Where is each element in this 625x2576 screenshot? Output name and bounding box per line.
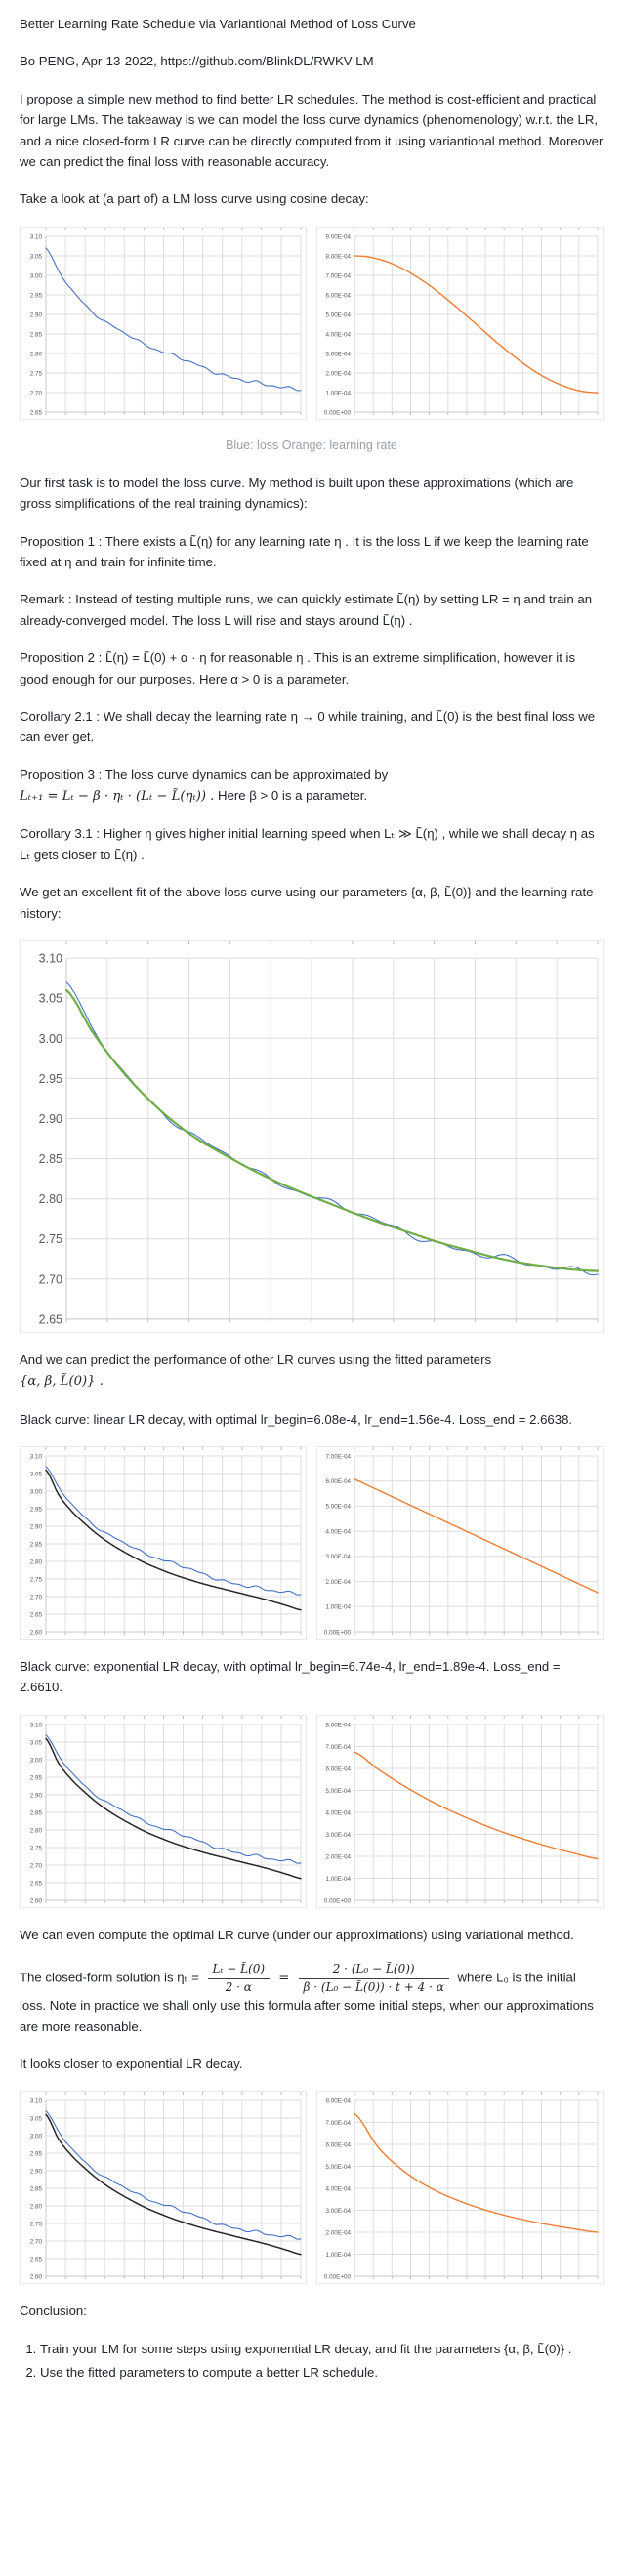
- svg-text:3.05: 3.05: [29, 2115, 42, 2123]
- svg-text:2.70: 2.70: [29, 1862, 42, 1870]
- svg-text:2.80: 2.80: [29, 1827, 42, 1835]
- paragraph-predict: [20, 1350, 604, 1392]
- svg-text:8.00E-04: 8.00E-04: [325, 252, 351, 260]
- svg-text:2.85: 2.85: [29, 330, 42, 338]
- svg-text:2.75: 2.75: [29, 1845, 42, 1852]
- svg-text:4.00E-04: 4.00E-04: [325, 1809, 351, 1817]
- paragraph-proposition-1: Proposition 1 : There exists a L̃(η) for any learning rate η . It is the loss L if we keep the learning rate fixed at η and train for infinite time.: [20, 533, 589, 569]
- svg-text:7.00E-04: 7.00E-04: [325, 1453, 351, 1461]
- svg-text:4.00E-04: 4.00E-04: [325, 330, 351, 338]
- svg-text:3.05: 3.05: [38, 991, 62, 1006]
- paragraph-exp-result: Black curve: exponential LR decay, with optimal lr_begin=6.74e-4, lr_end=1.89e-4. Loss_end = 2.6610.: [20, 1659, 561, 1695]
- svg-text:4.00E-04: 4.00E-04: [325, 1528, 351, 1536]
- chart-lr-optimal-decay: [316, 2091, 604, 2284]
- svg-text:2.60: 2.60: [29, 1897, 42, 1905]
- svg-text:2.60: 2.60: [29, 2273, 42, 2281]
- svg-text:2.90: 2.90: [38, 1111, 62, 1126]
- svg-text:5.00E-04: 5.00E-04: [325, 311, 351, 318]
- svg-text:8.00E-04: 8.00E-04: [325, 2098, 351, 2105]
- svg-text:3.10: 3.10: [29, 1453, 42, 1461]
- svg-text:2.75: 2.75: [29, 1576, 42, 1584]
- paragraph-variational: We can even compute the optimal LR curve (under our approximations) using variational method.: [20, 1927, 574, 1942]
- svg-text:2.65: 2.65: [38, 1312, 62, 1327]
- svg-text:2.00E-04: 2.00E-04: [325, 369, 351, 377]
- svg-text:2.95: 2.95: [29, 291, 42, 299]
- svg-text:2.75: 2.75: [29, 369, 42, 377]
- svg-text:8.00E-04: 8.00E-04: [325, 1722, 351, 1729]
- svg-text:7.00E-04: 7.00E-04: [325, 271, 351, 279]
- closed-form-note: where L₀ is the initial loss. Note in practice we shall only use this formula after some initial steps, when our approximations are more reasonable.: [20, 1970, 594, 2034]
- svg-text:2.85: 2.85: [29, 1541, 42, 1549]
- paragraph-fit: We get an excellent fit of the above loss curve using our parameters {α, β, L̃(0)} and the learning rate history:: [20, 885, 594, 921]
- svg-text:3.00: 3.00: [38, 1031, 62, 1046]
- svg-text:2.95: 2.95: [29, 2150, 42, 2158]
- figure-optimal-decay: [20, 2091, 604, 2284]
- paragraph-closed-form: [20, 1962, 604, 2037]
- svg-text:3.00E-04: 3.00E-04: [325, 1831, 351, 1839]
- svg-text:3.10: 3.10: [29, 1722, 42, 1729]
- svg-text:2.80: 2.80: [29, 1558, 42, 1566]
- svg-text:2.75: 2.75: [38, 1232, 62, 1247]
- svg-text:6.00E-04: 6.00E-04: [325, 1766, 351, 1773]
- conclusion-item-1: 1. Train your LM for some steps using exponential LR decay, and fit the parameters {α, β, L̃(0)} .: [40, 2339, 604, 2359]
- svg-text:4.00E-04: 4.00E-04: [325, 2185, 351, 2193]
- svg-text:0.00E+00: 0.00E+00: [323, 1629, 351, 1637]
- paragraph-first-task: Our first task is to model the loss curve. My method is built upon these approximations (which are gross simplifications of the real training dynamics):: [20, 475, 574, 512]
- chart-loss-cosine-decay: [20, 227, 307, 420]
- svg-text:3.00: 3.00: [29, 2133, 42, 2140]
- figure-exp-decay: [20, 1715, 604, 1908]
- svg-text:0.00E+00: 0.00E+00: [323, 2273, 351, 2281]
- svg-text:5.00E-04: 5.00E-04: [325, 1503, 351, 1511]
- paragraph-remark: Remark : Instead of testing multiple runs, we can quickly estimate L̃(η) by setting LR = η and train an already-converged model. The loss L will rise and stays around L̃(η) .: [20, 592, 593, 628]
- svg-text:3.00E-04: 3.00E-04: [325, 1554, 351, 1561]
- svg-text:3.05: 3.05: [29, 252, 42, 260]
- chart-lr-exp-decay: [316, 1715, 604, 1908]
- svg-text:3.00: 3.00: [29, 271, 42, 279]
- chart-loss-optimal-decay: [20, 2091, 307, 2284]
- page-title: Better Learning Rate Schedule via Variantional Method of Loss Curve: [20, 17, 416, 31]
- svg-text:3.05: 3.05: [29, 1739, 42, 1747]
- svg-text:3.10: 3.10: [38, 951, 62, 966]
- closed-form-equals: =: [274, 1971, 294, 1986]
- paragraph-take-look: Take a look at (a part of) a LM loss curve using cosine decay:: [20, 191, 369, 207]
- paragraph-closer: It looks closer to exponential LR decay.: [20, 2057, 243, 2072]
- byline: Bo PENG, Apr-13-2022, https://github.com/BlinkDL/RWKV-LM: [20, 54, 374, 69]
- svg-text:2.00E-04: 2.00E-04: [325, 1578, 351, 1586]
- svg-text:2.90: 2.90: [29, 1792, 42, 1800]
- svg-text:5.00E-04: 5.00E-04: [325, 2164, 351, 2172]
- chart-lr-cosine-decay: [316, 227, 604, 420]
- svg-text:3.05: 3.05: [29, 1471, 42, 1478]
- svg-text:9.00E-04: 9.00E-04: [325, 232, 351, 240]
- paragraph-proposition-2: Proposition 2 : L̃(η) = L̃(0) + α · η for reasonable η . This is an extreme simplification, however it is good enough for our purposes. Here α > 0 is a parameter.: [20, 650, 576, 686]
- svg-text:2.95: 2.95: [38, 1071, 62, 1086]
- figure-linear-decay: [20, 1446, 604, 1640]
- svg-text:2.65: 2.65: [29, 2256, 42, 2264]
- svg-text:2.80: 2.80: [29, 2203, 42, 2211]
- svg-text:3.00: 3.00: [29, 1488, 42, 1496]
- paragraph-linear-result: Black curve: linear LR decay, with optimal lr_begin=6.08e-4, lr_end=1.56e-4. Loss_end = 2.6638.: [20, 1411, 573, 1427]
- svg-text:2.85: 2.85: [29, 2185, 42, 2193]
- paragraph-corollary-3-1: Corollary 3.1 : Higher η gives higher initial learning speed when Lₜ ≫ L̃(η) , while we shall decay η as Lₜ gets closer to L̃(η) .: [20, 826, 595, 862]
- svg-text:3.00: 3.00: [29, 1757, 42, 1765]
- svg-text:1.00E-04: 1.00E-04: [325, 1603, 351, 1611]
- chart-loss-linear-decay: [20, 1446, 307, 1640]
- svg-text:2.90: 2.90: [29, 1523, 42, 1531]
- closed-form-fraction-1: $\frac{\text{Lₜ − L̃(0)}}{2 \cdot \alpha}$: [208, 1962, 271, 1995]
- svg-text:7.00E-04: 7.00E-04: [325, 2120, 351, 2128]
- svg-text:3.00E-04: 3.00E-04: [325, 350, 351, 357]
- chart-loss-fit: [20, 940, 604, 1333]
- conclusion-item-2: 2. Use the fitted parameters to compute a better LR schedule.: [40, 2362, 604, 2383]
- paragraph-corollary-2-1: Corollary 2.1 : We shall decay the learning rate η → 0 while training, and L̃(0) is the best final loss we can ever get.: [20, 708, 596, 745]
- svg-text:2.90: 2.90: [29, 311, 42, 318]
- svg-text:3.10: 3.10: [29, 2098, 42, 2105]
- svg-text:2.80: 2.80: [38, 1192, 62, 1207]
- proposition-3-formula: Lₜ₊₁ = Lₜ − β · ηₜ · (Lₜ − L̃(ηₜ)) .: [20, 789, 215, 804]
- svg-text:3.00E-04: 3.00E-04: [325, 2208, 351, 2216]
- svg-text:6.00E-04: 6.00E-04: [325, 291, 351, 299]
- figure-loss-fit: [20, 940, 604, 1333]
- predict-intro: And we can predict the performance of other LR curves using the fitted parameters: [20, 1351, 492, 1367]
- proposition-3-rest: Here β > 0 is a parameter.: [214, 788, 368, 803]
- svg-text:2.75: 2.75: [29, 2221, 42, 2228]
- svg-text:1.00E-04: 1.00E-04: [325, 1875, 351, 1883]
- closed-form-fraction-2: $\frac{\text{2 · (L₀ − L̃(0))}}{\text{β · (L₀ − L̃(0)) · t + 4 · α}}$: [299, 1962, 449, 1995]
- svg-text:2.00E-04: 2.00E-04: [325, 2229, 351, 2237]
- svg-text:2.95: 2.95: [29, 1774, 42, 1782]
- svg-text:5.00E-04: 5.00E-04: [325, 1787, 351, 1795]
- svg-text:2.70: 2.70: [38, 1272, 62, 1287]
- proposition-3-intro: Proposition 3 : The loss curve dynamics can be approximated by: [20, 767, 389, 782]
- svg-text:0.00E+00: 0.00E+00: [323, 408, 351, 416]
- svg-text:3.10: 3.10: [29, 232, 42, 240]
- svg-text:2.85: 2.85: [29, 1809, 42, 1817]
- paragraph-proposition-3: [20, 765, 604, 808]
- closed-form-prefix: The closed-form solution is ηₜ =: [20, 1970, 203, 1985]
- chart-lr-linear-decay: [316, 1446, 604, 1640]
- svg-text:2.60: 2.60: [29, 1629, 42, 1637]
- svg-text:1.00E-04: 1.00E-04: [325, 389, 351, 396]
- svg-text:2.85: 2.85: [38, 1151, 62, 1166]
- conclusion-list: [20, 2339, 604, 2384]
- svg-text:2.70: 2.70: [29, 389, 42, 396]
- svg-text:2.90: 2.90: [29, 2168, 42, 2176]
- paragraph-intro: I propose a simple new method to find better LR schedules. The method is cost-efficient and practical for large LMs. The takeaway is we can model the loss curve dynamics (phenomenology) w.r.t. the LR, and a nice closed-form LR curve can be directly computed from it using variantional method. Moreover we can predict the final loss with reasonable accuracy.: [20, 91, 604, 169]
- chart-loss-exp-decay: [20, 1715, 307, 1908]
- svg-text:2.95: 2.95: [29, 1506, 42, 1514]
- paragraph-conclusion-title: Conclusion:: [20, 2304, 87, 2319]
- svg-text:2.70: 2.70: [29, 1594, 42, 1601]
- svg-text:2.00E-04: 2.00E-04: [325, 1853, 351, 1861]
- svg-text:2.80: 2.80: [29, 350, 42, 357]
- svg-text:7.00E-04: 7.00E-04: [325, 1743, 351, 1751]
- svg-text:2.65: 2.65: [29, 1611, 42, 1619]
- predict-params: {α, β, L̃(0)} .: [20, 1374, 104, 1390]
- svg-text:2.65: 2.65: [29, 408, 42, 416]
- svg-text:0.00E+00: 0.00E+00: [323, 1897, 351, 1905]
- figure-caption: Blue: loss Orange: learning rate: [226, 437, 397, 452]
- svg-text:6.00E-04: 6.00E-04: [325, 2141, 351, 2149]
- svg-text:2.65: 2.65: [29, 1880, 42, 1888]
- svg-text:2.70: 2.70: [29, 2238, 42, 2246]
- svg-text:1.00E-04: 1.00E-04: [325, 2252, 351, 2260]
- svg-text:6.00E-04: 6.00E-04: [325, 1478, 351, 1485]
- figure-cosine-decay: [20, 227, 604, 420]
